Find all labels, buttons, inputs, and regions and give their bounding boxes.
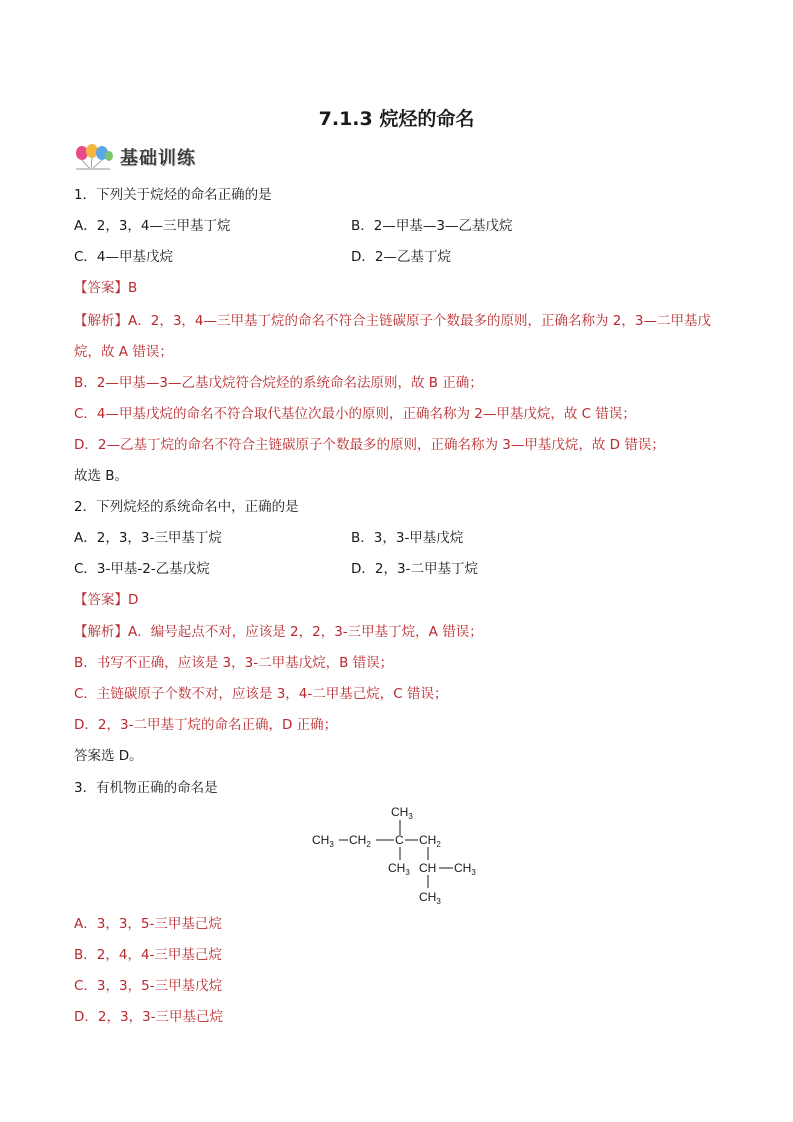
q2-analysis-1 [74,623,483,641]
q2-stem: 2．下列烷烃的系统命名中，正确的是 [74,499,299,515]
answer-tag: 【答案】 [74,280,128,296]
q1-stem: 1．下列关于烷烃的命名正确的是 [74,187,272,203]
structural-formula [308,800,508,910]
q1-option-b: B．2—甲基—3—乙基戊烷 [351,218,513,234]
struct-left-b: $CH_2$ [349,833,371,849]
struct-bottom: $CH_3$ [419,890,441,906]
q2-answer-line [74,591,138,609]
q1-analysis-5: D．2—乙基丁烷的命名不符合主链碳原子个数最多的原则，正确名称为 3—甲基戊烷，故 D 错误； [74,437,665,453]
q2-option-b: B．3，3-甲基戊烷 [351,530,464,546]
q1-analysis-2: 烷，故 A 错误； [74,344,173,360]
q1-answer: B [128,280,138,296]
struct-bottom-left: $CH_3$ [388,861,410,877]
q3-stem: 3．有机物正确的命名是 [74,780,218,796]
struct-top: $CH_3$ [391,805,413,821]
section-label: 基础训练 [120,148,196,169]
analysis-text: A．编号起点不对，应该是 2，2，3-三甲基丁烷，A 错误； [128,624,483,640]
q1-conclusion: 故选 B。 [74,468,129,484]
q3-option-b: B．2，4，4-三甲基己烷 [74,947,222,963]
q1-option-d: D．2—乙基丁烷 [351,249,451,265]
balloons-icon [74,143,114,171]
q2-analysis-2: B．书写不正确，应该是 3，3-二甲基戊烷，B 错误； [74,655,394,671]
q2-option-d: D．2，3-二甲基丁烷 [351,561,478,577]
struct-right: $CH_2$ [419,833,441,849]
q2-conclusion: 答案选 D。 [74,748,143,764]
q2-analysis-4: D．2，3-二甲基丁烷的命名正确，D 正确； [74,717,338,733]
analysis-tag: 【解析】 [74,624,128,640]
q1-analysis-3: B．2—甲基—3—乙基戊烷符合烷烃的系统命名法原则，故 B 正确； [74,375,483,391]
q1-analysis-1 [74,312,711,330]
q2-analysis-3: C．主链碳原子个数不对，应该是 3，4-二甲基己烷，C 错误； [74,686,448,702]
q1-option-a: A．2，3，4—三甲基丁烷 [74,218,231,234]
q2-option-c: C．3-甲基-2-乙基戊烷 [74,561,210,577]
q2-answer: D [128,592,139,608]
q1-analysis-4: C．4—甲基戊烷的命名不符合取代基位次最小的原则，正确名称为 2—甲基戊烷，故 C 错误； [74,406,636,422]
struct-bottom-right: $CH_3$ [454,861,476,877]
q3-option-a: A．3，3，5-三甲基己烷 [74,916,222,932]
q1-option-c: C．4—甲基戊烷 [74,249,174,265]
q3-option-d: D．2，3，3-三甲基己烷 [74,1009,224,1025]
struct-center: C [395,833,404,847]
section-badge [74,142,196,172]
answer-tag: 【答案】 [74,592,128,608]
analysis-text: A．2，3，4—三甲基丁烷的命名不符合主链碳原子个数最多的原则，正确名称为 2，3—二甲基戊 [128,313,711,329]
struct-bottom-mid: CH [419,861,437,875]
page-title: 7.1.3 烷烃的命名 [318,108,475,130]
q2-option-a: A．2，3，3-三甲基丁烷 [74,530,222,546]
struct-left-a: $CH_3$ [312,833,334,849]
q3-option-c: C．3，3，5-三甲基戊烷 [74,978,223,994]
q1-answer-line [74,279,137,297]
analysis-tag: 【解析】 [74,313,128,329]
